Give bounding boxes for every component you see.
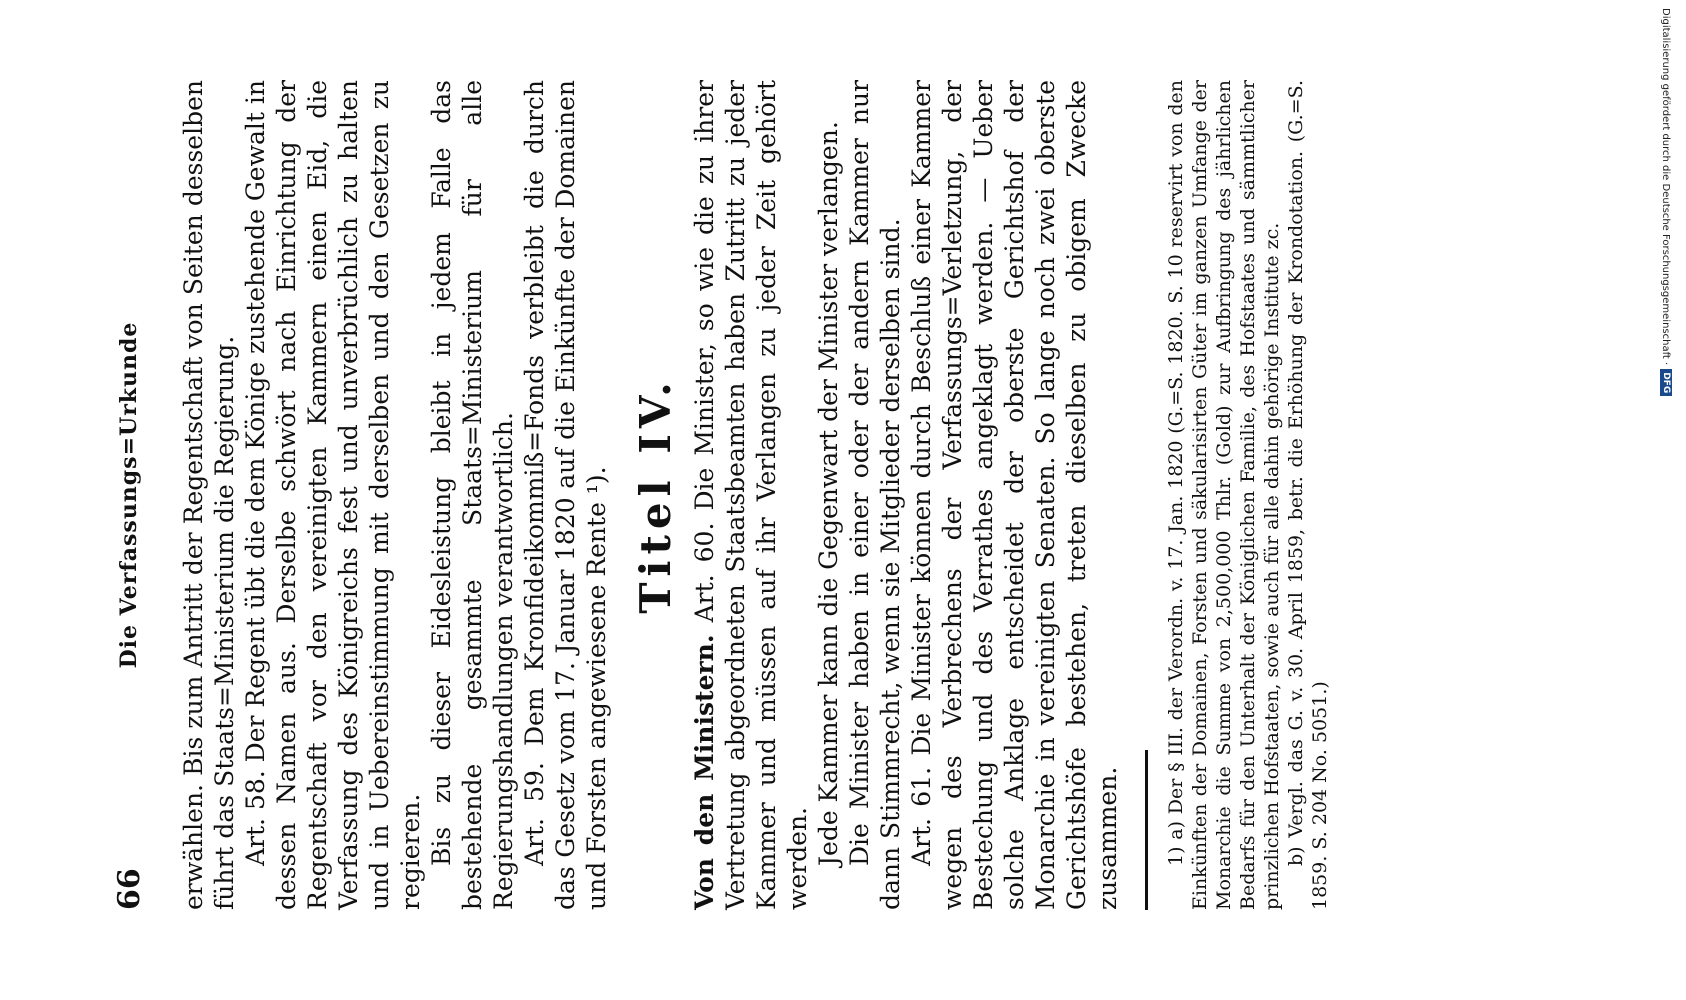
footnote: b) Vergl. das G. v. 30. April 1859, betr. die Erhöhung der Krondotation. (G.=S. 1859. S. 204 No. 5051.) (1285, 80, 1331, 910)
credit-text: Digitalisierung gefördert durch die Deutsche Forschungsgemeinschaft · (1660, 8, 1671, 366)
paragraph: Art. 60. Die Minister, so wie die zu ihrer Vertretung abgeordneten Staatsbeamten haben Zutritt zu jeder Kammer und müssen auf ihr Verlangen zu jeder Zeit gehört werden. (690, 80, 812, 910)
section-heading-paragraph (689, 80, 813, 910)
running-head: Die Verfassungs=Urkunde (116, 321, 142, 669)
page-body (178, 80, 1332, 910)
digitization-credit (1660, 8, 1672, 396)
section-title: Titel IV. (631, 376, 680, 614)
paragraph: Art. 58. Der Regent übt die dem Könige zustehende Gewalt in dessen Namen aus. Derselbe schwört nach Einrichtung der Regentschaft vor den vereinigten Kammern einen Eid, die Verfassung des Königreichs fest und unverbrüchlich zu halten und in Uebereinstimmung mit derselben und den Gesetzen zu regieren. (241, 80, 425, 910)
paragraph: erwählen. Bis zum Antritt der Regentschaft von Seiten desselben führt das Staats=Ministerium die Regierung. (179, 80, 239, 910)
footnote-rule (1145, 750, 1148, 910)
page-header (108, 80, 148, 910)
footnote: 1) a) Der § III. der Verordn. v. 17. Jan. 1820 (G.=S. 1820. S. 10 reservirt von den Einkünften der Domainen, Forsten und säkularisirten Güter im ganzen Umfange der Monarchie die Summe von 2,500,000 Thlr. (Gold) zur Aufbringung des jährlichen Bedarfs für den Unterhalt der Königlichen Familie, des Hofstaates und sämmtlicher prinzlichen Hofstaaten, sowie auch für alle dahin gehörige Institute zc. (1165, 80, 1283, 910)
section-heading: Von den Ministern. (690, 634, 719, 910)
paragraph: Die Minister haben in einer oder der andern Kammer nur dann Stimmrecht, wenn sie Mitglieder derselben sind. (845, 80, 905, 910)
paragraph: Art. 61. Die Minister können durch Beschluß einer Kammer wegen des Verbrechens der Verfassungs=Verletzung, der Bestechung und des Verrathes angeklagt werden. — Ueber solche Anklage entscheidet der oberste Gerichtshof der Monarchie in vereinigten Senaten. So lange noch zwei oberste Gerichtshöfe bestehen, treten dieselben zu obigem Zwecke zusammen. (907, 80, 1122, 910)
paragraph: Jede Kammer kann die Gegenwart der Minister verlangen. (814, 121, 843, 866)
dfg-logo: DFG (1660, 369, 1672, 396)
paragraph: Bis zu dieser Eidesleistung bleibt in jedem Falle das bestehende gesammte Staats=Ministerium für alle Regierungshandlungen verantwortlich. (427, 80, 518, 910)
paragraph: Art. 59. Dem Kronfideikommiß=Fonds verbleibt die durch das Gesetz vom 17. Januar 1820 auf die Einkünfte der Domainen und Forsten angewiesene Rente ¹). (520, 80, 611, 910)
footnotes (1164, 80, 1332, 910)
rotated-page (108, 80, 1331, 910)
page-number: 66 (112, 868, 147, 910)
